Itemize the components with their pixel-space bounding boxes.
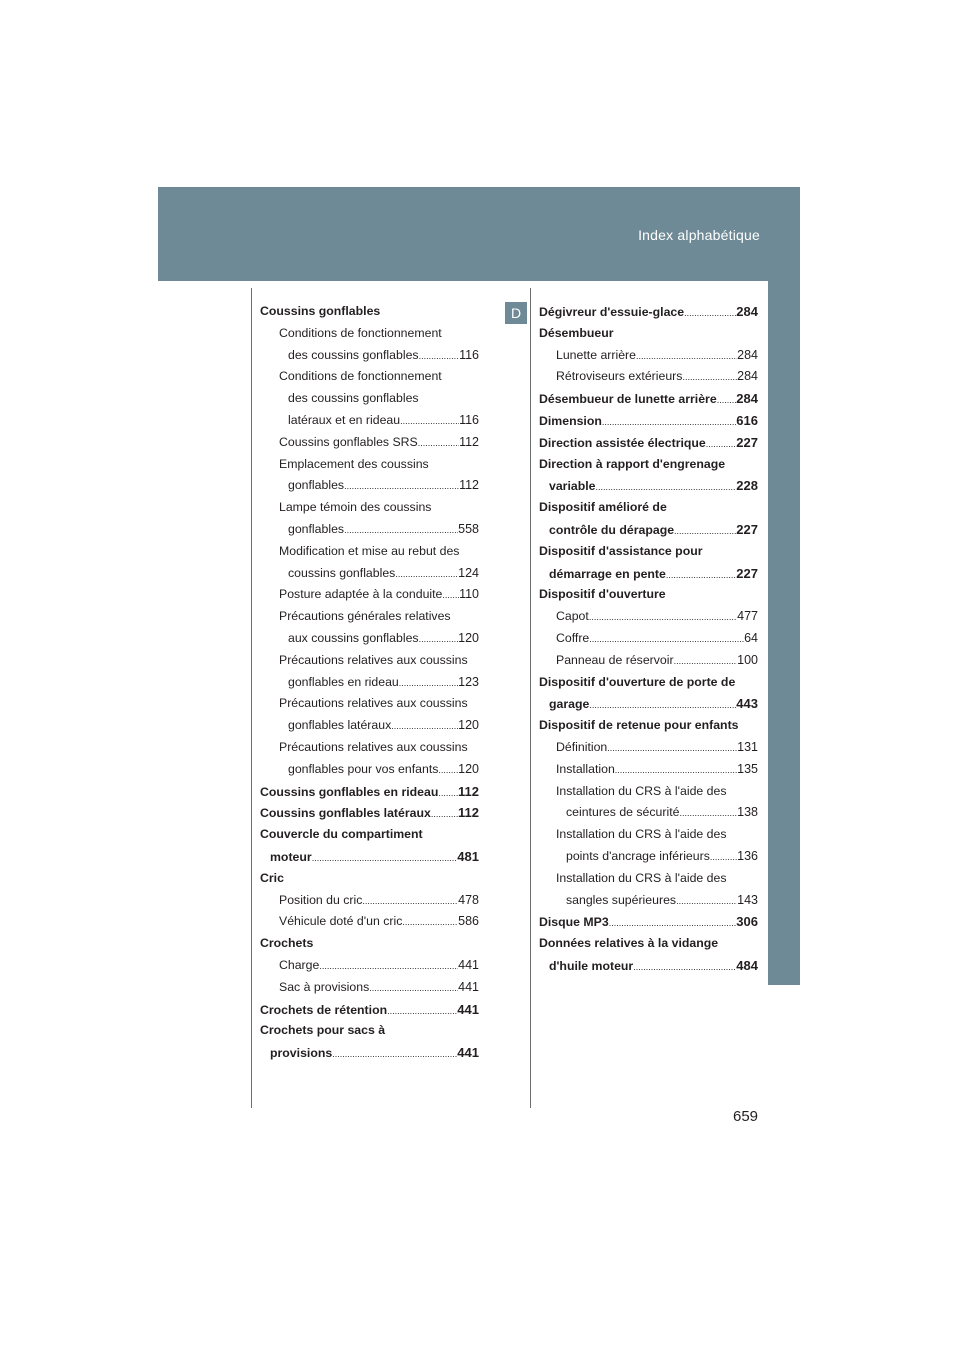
index-entry-text: Précautions relatives aux coussins — [279, 696, 468, 711]
dot-leader — [596, 482, 737, 492]
dot-leader — [400, 416, 459, 426]
middle-column-rule — [530, 288, 531, 1108]
index-entry — [260, 587, 479, 609]
dot-leader — [344, 481, 459, 491]
index-entry-page: 227 — [736, 521, 758, 537]
index-entry-text: Précautions relatives aux coussins — [279, 652, 468, 667]
index-entry-page: 441 — [458, 957, 479, 972]
index-entry — [539, 653, 758, 675]
index-entry-text: Direction à rapport d'engrenage — [539, 456, 726, 471]
index-entry — [539, 827, 758, 849]
index-entry — [260, 391, 479, 413]
index-entry-page: 284 — [737, 347, 758, 362]
dot-leader — [399, 678, 458, 688]
index-entry-text: Installation du CRS à l'aide des — [556, 827, 727, 842]
index-entry-text: Crochets pour sacs à — [260, 1023, 386, 1038]
index-entry-text: Conditions de fonctionnement — [279, 369, 442, 384]
index-entry-text: points d'ancrage inférieurs — [566, 848, 710, 863]
dot-leader — [589, 700, 736, 710]
index-entry-text: coussins gonflables — [288, 565, 396, 580]
dot-leader — [674, 656, 738, 666]
page-number: 659 — [733, 1108, 759, 1125]
dot-leader — [391, 721, 458, 731]
index-entry-page: 136 — [737, 848, 758, 863]
index-entry — [260, 893, 479, 915]
index-entry-page: 558 — [458, 521, 479, 536]
index-entry-text: Modification et mise au rebut des — [279, 543, 460, 558]
dot-leader — [607, 743, 737, 753]
index-entry-text: Direction assistée électrique — [539, 435, 706, 450]
index-entry-text: Désembueur de lunette arrière — [539, 392, 717, 407]
index-entry-text: Désembueur — [539, 325, 614, 340]
index-entry — [539, 391, 758, 413]
index-entry-text: Dimension — [539, 413, 602, 428]
index-entry — [539, 871, 758, 893]
index-entry — [539, 566, 758, 588]
index-entry-text: Couvercle du compartiment — [260, 827, 423, 842]
index-entry-text: d'huile moteur — [549, 958, 634, 973]
index-entry-text: moteur — [270, 849, 312, 864]
index-entry-page: 284 — [736, 391, 758, 407]
index-entry — [260, 762, 479, 784]
index-entry — [260, 457, 479, 479]
index-entry — [260, 369, 479, 391]
index-entry-page: 120 — [458, 761, 479, 776]
dot-leader — [402, 917, 458, 927]
index-entry-page: 227 — [736, 434, 758, 450]
index-entry — [260, 849, 479, 871]
index-entry-text: Crochets — [260, 936, 314, 951]
index-entry-text: Coussins gonflables SRS — [279, 434, 418, 449]
index-entry — [539, 544, 758, 566]
index-entry-text: des coussins gonflables — [288, 391, 419, 406]
index-entry-text: sangles supérieures — [566, 892, 677, 907]
index-entry — [260, 1002, 479, 1024]
index-entry-page: 116 — [459, 412, 479, 427]
dot-leader — [609, 918, 737, 928]
index-entry-page: 481 — [457, 848, 479, 864]
index-entry-page: 478 — [458, 892, 479, 907]
index-entry — [260, 1023, 479, 1045]
index-entry — [539, 500, 758, 522]
index-entry — [539, 805, 758, 827]
index-entry-text: Coussins gonflables latéraux — [260, 806, 431, 821]
index-entry-page: 228 — [736, 478, 758, 494]
index-entry-page: 138 — [737, 805, 758, 820]
index-entry-text: Données relatives à la vidange — [539, 936, 719, 951]
side-thumb-tab — [768, 281, 800, 985]
index-entry-text: Précautions générales relatives — [279, 609, 451, 624]
index-entry-text: Crochets de rétention — [260, 1002, 388, 1017]
index-entry — [539, 478, 758, 500]
left-column-rule — [251, 288, 252, 1108]
dot-leader — [717, 395, 737, 405]
index-entry-text: Sac à provisions — [279, 979, 370, 994]
index-entry-text: Capot — [556, 609, 589, 624]
index-entry-text: Coffre — [556, 630, 590, 645]
index-entry — [260, 653, 479, 675]
index-entry — [539, 304, 758, 326]
index-entry — [260, 718, 479, 740]
index-entry — [260, 805, 479, 827]
index-entry — [260, 1045, 479, 1067]
index-entry-text: latéraux et en rideau — [288, 412, 401, 427]
index-entry-text: Dispositif d'ouverture de porte de — [539, 674, 736, 689]
index-entry — [260, 478, 479, 500]
index-entry — [260, 413, 479, 435]
index-entry-text: démarrage en pente — [549, 566, 666, 581]
index-entry-page: 306 — [736, 914, 758, 930]
index-entry-text: Coussins gonflables — [260, 304, 381, 318]
dot-leader — [679, 808, 737, 818]
index-entry — [539, 369, 758, 391]
dot-leader — [387, 1006, 457, 1016]
index-entry — [260, 740, 479, 762]
index-entry — [539, 762, 758, 784]
index-entry — [539, 326, 758, 348]
dot-leader — [602, 417, 736, 427]
index-entry-text: gonflables en rideau — [288, 674, 399, 689]
index-entry-text: variable — [549, 479, 596, 494]
index-entry-text: Installation — [556, 761, 615, 776]
dot-leader — [431, 809, 458, 819]
index-entry — [260, 500, 479, 522]
index-entry-page: 441 — [458, 979, 479, 994]
index-entry-page: 586 — [458, 914, 479, 929]
dot-leader — [615, 765, 737, 775]
dot-leader — [633, 962, 736, 972]
dot-leader — [438, 788, 458, 798]
index-entry-page: 112 — [459, 434, 479, 449]
dot-leader — [589, 634, 744, 644]
index-entry-text: ceintures de sécurité — [566, 805, 680, 820]
index-entry — [260, 936, 479, 958]
index-entry-text: Précautions relatives aux coussins — [279, 739, 468, 754]
index-entry — [539, 718, 758, 740]
index-entry — [539, 784, 758, 806]
index-entry-page: 135 — [737, 761, 758, 776]
index-entry — [260, 784, 479, 806]
index-entry-text: Cric — [260, 870, 284, 885]
index-entry-page: 284 — [736, 304, 758, 319]
dot-leader — [419, 351, 459, 361]
section-letter-badge: D — [505, 302, 527, 324]
index-entry-page: 484 — [736, 957, 758, 973]
index-entry-page: 120 — [458, 630, 479, 645]
index-entry-page: 112 — [458, 805, 479, 821]
index-entry — [539, 631, 758, 653]
index-entry-page: 443 — [736, 696, 758, 712]
index-entry — [539, 457, 758, 479]
index-entry-text: garage — [549, 697, 590, 712]
index-entry-text: Lampe témoin des coussins — [279, 500, 432, 515]
index-entry-text: des coussins gonflables — [288, 347, 419, 362]
index-entry — [539, 435, 758, 457]
dot-leader — [362, 896, 458, 906]
index-entry-page: 227 — [736, 565, 758, 581]
index-entry — [260, 827, 479, 849]
index-entry-text: gonflables — [288, 521, 345, 536]
dot-leader — [684, 308, 736, 318]
index-entry — [260, 914, 479, 936]
index-entry-text: Dispositif d'assistance pour — [539, 543, 703, 558]
index-entry — [260, 304, 479, 326]
index-entry — [260, 544, 479, 566]
dot-leader — [344, 525, 458, 535]
dot-leader — [666, 570, 736, 580]
index-entry — [539, 740, 758, 762]
dot-leader — [676, 896, 737, 906]
index-entry-text: Charge — [279, 957, 320, 972]
index-entry-page: 110 — [459, 587, 479, 602]
index-entry-text: Dispositif de retenue pour enfants — [539, 718, 739, 733]
index-entry-page: 116 — [459, 347, 479, 362]
index-entry-text: Installation du CRS à l'aide des — [556, 870, 727, 885]
index-entry — [539, 849, 758, 871]
index-entry-text: aux coussins gonflables — [288, 630, 419, 645]
index-entry-text: gonflables — [288, 478, 345, 493]
index-entry-text: Véhicule doté d'un cric — [279, 914, 403, 929]
dot-leader — [674, 526, 736, 536]
index-entry — [260, 566, 479, 588]
index-entry-text: Emplacement des coussins — [279, 456, 429, 471]
index-entry-page: 123 — [458, 674, 479, 689]
index-entry-page: 112 — [459, 478, 479, 493]
index-entry — [539, 587, 758, 609]
index-entry — [260, 958, 479, 980]
index-entry — [260, 435, 479, 457]
index-entry-page: 120 — [458, 718, 479, 733]
index-entry-page: 131 — [737, 739, 758, 754]
dot-leader — [442, 590, 459, 600]
dot-leader — [589, 612, 737, 622]
index-entry — [539, 348, 758, 370]
index-entry-page: 143 — [737, 892, 758, 907]
index-entry — [539, 958, 758, 980]
index-entry-text: gonflables pour vos enfants — [288, 761, 439, 776]
index-entry-text: Posture adaptée à la conduite — [279, 587, 443, 602]
index-entry — [539, 914, 758, 936]
index-entry — [539, 893, 758, 915]
index-entry-page: 616 — [736, 412, 758, 428]
index-entry — [260, 871, 479, 893]
index-entry-text: contrôle du dérapage — [549, 522, 675, 537]
index-entry-text: Position du cric — [279, 892, 363, 907]
index-column-right — [539, 304, 758, 980]
index-entry — [260, 980, 479, 1002]
dot-leader — [636, 351, 737, 361]
index-entry-text: Lunette arrière — [556, 347, 636, 362]
index-entry — [260, 522, 479, 544]
index-entry-page: 124 — [458, 565, 479, 580]
index-entry-text: Panneau de réservoir — [556, 652, 674, 667]
index-entry — [539, 522, 758, 544]
index-entry — [260, 609, 479, 631]
index-entry — [539, 413, 758, 435]
index-entry — [539, 675, 758, 697]
index-entry-text: Dispositif d'ouverture — [539, 587, 666, 602]
index-entry-page: 284 — [737, 369, 758, 384]
dot-leader — [682, 372, 737, 382]
index-entry-text: Dégivreur d'essuie-glace — [539, 305, 685, 319]
index-entry-page: 112 — [458, 783, 479, 799]
dot-leader — [710, 852, 737, 862]
dot-leader — [395, 569, 458, 579]
index-entry — [260, 675, 479, 697]
index-entry-text: gonflables latéraux — [288, 718, 392, 733]
index-entry — [260, 326, 479, 348]
dot-leader — [312, 853, 458, 863]
index-entry-page: 100 — [737, 652, 758, 667]
index-entry-text: Définition — [556, 739, 608, 754]
index-entry — [260, 348, 479, 370]
header-band — [158, 187, 800, 281]
index-entry — [539, 936, 758, 958]
index-entry-text: Coussins gonflables en rideau — [260, 784, 439, 799]
index-entry-page: 441 — [457, 1045, 479, 1061]
index-entry-page: 441 — [457, 1001, 479, 1017]
index-entry-page: 64 — [744, 630, 758, 645]
index-entry — [539, 696, 758, 718]
dot-leader — [332, 1049, 457, 1059]
dot-leader — [369, 983, 458, 993]
index-entry-text: Installation du CRS à l'aide des — [556, 783, 727, 798]
index-entry-text: Rétroviseurs extérieurs — [556, 369, 683, 384]
index-entry — [260, 696, 479, 718]
index-entry — [260, 631, 479, 653]
index-entry-page: 477 — [737, 609, 758, 624]
dot-leader — [438, 765, 458, 775]
index-entry — [539, 609, 758, 631]
index-entry-text: Disque MP3 — [539, 915, 609, 930]
dot-leader — [419, 634, 459, 644]
page-section-title: Index alphabétique — [638, 227, 760, 243]
index-entry-text: Dispositif amélioré de — [539, 500, 667, 515]
dot-leader — [706, 439, 737, 449]
index-entry-text: Conditions de fonctionnement — [279, 325, 442, 340]
dot-leader — [418, 438, 459, 448]
dot-leader — [319, 961, 458, 971]
index-column-left — [260, 304, 479, 1067]
index-entry-text: provisions — [270, 1046, 333, 1061]
